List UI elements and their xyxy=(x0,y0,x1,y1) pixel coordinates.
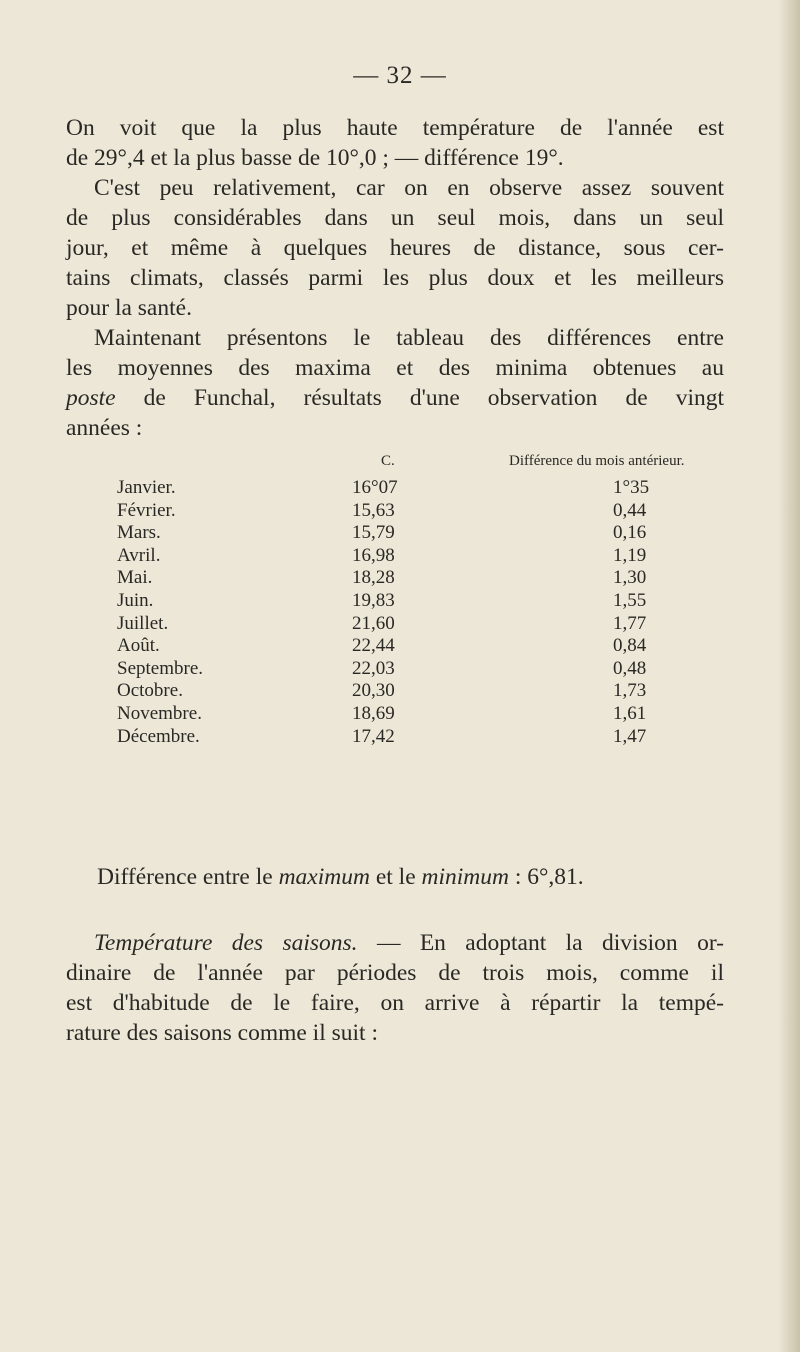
month-cell: Février. xyxy=(117,499,176,521)
text-line: les moyennes des maxima et des minima obtenues au xyxy=(66,355,724,381)
page-edge-shadow xyxy=(778,0,800,1352)
month-cell: Juillet. xyxy=(117,612,169,634)
text-line: dinaire de l'année par périodes de trois mois, comme il xyxy=(66,960,724,986)
text-line: Maintenant présentons le tableau des différences entre xyxy=(94,325,724,351)
difference-cell: 1,55 xyxy=(613,590,647,611)
text-line: tains climats, classés parmi les plus doux et les meilleurs xyxy=(66,265,724,291)
month-cell: Décembre. xyxy=(117,725,200,747)
text-line: de plus considérables dans un seul mois, dans un seul xyxy=(66,205,724,231)
temperature-cell: 15,63 xyxy=(352,499,395,521)
text-line: C'est peu relativement, car on en observe assez souvent xyxy=(94,175,724,201)
page-number: — 32 — xyxy=(353,62,447,89)
paragraph-table-intro xyxy=(66,323,724,443)
difference-cell: 0,84 xyxy=(613,635,647,657)
difference-cell: 1,61 xyxy=(613,703,647,724)
paragraph-temperature-range xyxy=(66,113,724,323)
month-cell: Mai. xyxy=(117,567,153,589)
month-cell: Avril. xyxy=(117,544,161,566)
column-header-difference: Différence du mois antérieur. xyxy=(509,453,685,469)
temperature-cell: 15,79 xyxy=(352,522,395,544)
paragraph-seasons xyxy=(66,928,724,1048)
temperature-cell: 21,60 xyxy=(352,612,395,634)
temperature-cell: 16,98 xyxy=(352,544,395,566)
difference-cell: 1,19 xyxy=(613,544,647,566)
text-line: On voit que la plus haute température de l'année est xyxy=(66,115,724,141)
italic-word-maximum: maximum xyxy=(278,864,370,890)
text-line: rature des saisons comme il suit : xyxy=(66,1020,378,1046)
temperature-cell: 17,42 xyxy=(352,725,395,747)
temperature-cell: 22,03 xyxy=(352,657,395,679)
month-cell: Septembre. xyxy=(117,657,204,679)
temperature-cell: 18,69 xyxy=(352,703,395,724)
italic-word-minimum: minimum xyxy=(421,864,509,890)
section-heading-seasons: Température des saisons. xyxy=(94,930,358,956)
month-cell: Juin. xyxy=(117,590,154,611)
text-fragment: et le xyxy=(369,864,422,890)
month-cell: Novembre. xyxy=(117,703,202,724)
month-cell: Août. xyxy=(117,635,160,657)
difference-cell: 1,30 xyxy=(613,567,647,589)
text-line: années : xyxy=(66,415,143,441)
text-fragment: de Funchal, résultats d'une observation de vingt xyxy=(115,385,724,411)
temperature-cell: 18,28 xyxy=(352,567,395,589)
difference-cell: 1,47 xyxy=(613,725,647,747)
text-line: pour la santé. xyxy=(66,295,192,321)
text-fragment: Différence entre le xyxy=(97,864,279,890)
column-header-c: C. xyxy=(381,453,395,469)
temperature-cell: 16°07 xyxy=(352,477,398,498)
difference-cell: 0,16 xyxy=(613,522,647,544)
difference-cell: 0,48 xyxy=(613,657,647,679)
temperature-cell: 19,83 xyxy=(352,590,395,611)
text-fragment: : 6°,81. xyxy=(508,864,584,890)
difference-cell: 1°35 xyxy=(613,477,650,498)
month-cell: Mars. xyxy=(117,522,161,544)
month-cell: Octobre. xyxy=(117,680,183,702)
text-line xyxy=(66,928,724,958)
text-line: est d'habitude de le faire, on arrive à répartir la tempé- xyxy=(66,990,724,1016)
text-line: de 29°,4 et la plus basse de 10°,0 ; — différence 19°. xyxy=(66,145,564,171)
difference-cell: 1,77 xyxy=(613,612,647,634)
temperature-cell: 20,30 xyxy=(352,680,395,702)
temperature-cell: 22,44 xyxy=(352,635,395,657)
difference-cell: 0,44 xyxy=(613,499,647,521)
text-fragment: — En adoptant la division or- xyxy=(357,930,724,956)
italic-word-poste: poste xyxy=(66,385,116,411)
text-line xyxy=(66,383,724,413)
month-cell: Janvier. xyxy=(117,477,176,498)
difference-cell: 1,73 xyxy=(613,680,647,702)
summary-line xyxy=(97,864,584,891)
text-line: jour, et même à quelques heures de distance, sous cer- xyxy=(66,235,724,261)
